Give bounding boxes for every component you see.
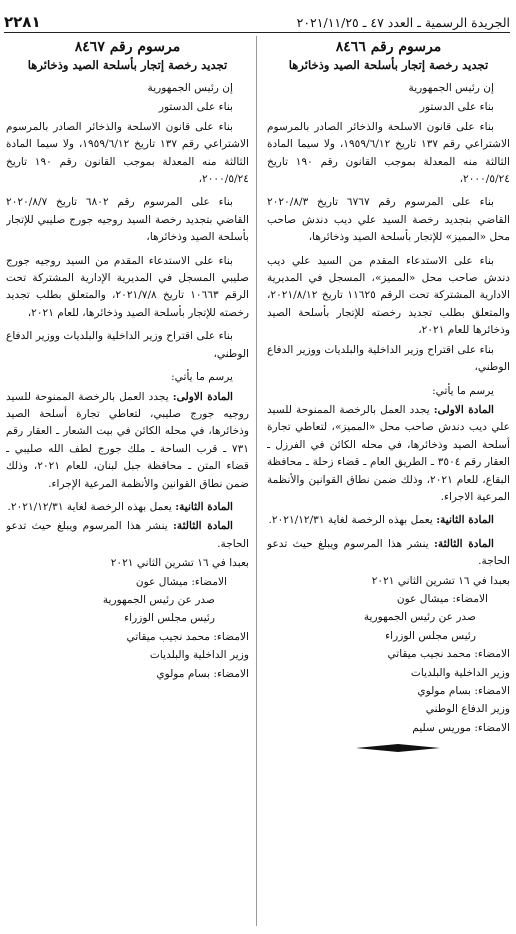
- article-label: المادة الاولى:: [172, 390, 233, 403]
- signature-president: الامضاء: ميشال عون: [135, 575, 227, 588]
- preamble-constitution: بناء على الدستور: [158, 101, 233, 114]
- preamble-request: بناء على الاستدعاء المقدم من السيد روجيه جورج صليبي المسجل في المديرية الإدارية المشتركة تحت الرقم ١٠٦٦٣ تاريخ ٢٠٢١/٧/٨، والمتعلق بطلب تجديد رخصته للإتجار بأسلحة الصيد وذخائرها، للعام ٢٠٢١،: [6, 254, 249, 319]
- signature-date: بعبدا في ١٦ تشرين الثاني ٢٠٢١: [371, 574, 510, 587]
- preamble-president: إن رئيس الجمهورية: [408, 82, 494, 94]
- article-label: المادة الثالثة:: [434, 537, 494, 550]
- decree-8467: [6, 38, 249, 928]
- article-text: يجدد العمل بالرخصة الممنوحة للسيد روجيه جورج صليبي، لتعاطي تجارة أسلحة الصيد وذخائرها، في محله الكائن في بيت الشعار ـ العقار رقم ٧٣١ ـ قرب الساحة ـ ملك جورج لطف الله صليبي ـ قضاء المتن ـ محافظة جبل لبنان، للعام ٢٠٢١، وذلك ضمن نطاق القوانين والأنظمة المرعية الإجراء.: [6, 390, 249, 490]
- signature-pm: الامضاء: محمد نجيب ميقاتي: [126, 630, 249, 643]
- article-3: [267, 536, 510, 571]
- running-title: الجريدة الرسمية ـ العدد ٤٧ ـ ٢٠٢١/١١/٢٥: [296, 15, 510, 30]
- preamble-proposal: بناء على اقتراح وزير الداخلية والبلديات ووزير الدفاع الوطني،: [6, 330, 249, 360]
- decrees-line: يرسم ما يأتي:: [432, 384, 494, 397]
- article-label: المادة الثالثة:: [173, 520, 233, 533]
- article-label: المادة الاولى:: [433, 403, 494, 416]
- page-number: ٢٢٨١: [4, 13, 41, 31]
- decree-subtitle: تجديد رخصة إتجار بأسلحة الصيد وذخائرها: [27, 58, 228, 72]
- article-1: [267, 402, 510, 506]
- preamble-constitution: بناء على الدستور: [419, 101, 494, 114]
- preamble-prior-decree: بناء على المرسوم رقم ٦٨٠٢ تاريخ ٢٠٢٠/٨/٧ القاضي بتجديد رخصة السيد روجيه جورج صليبي للإتجار بأسلحة الصيد وذخائرها،: [6, 196, 249, 244]
- interior-title: وزير الداخلية والبلديات: [410, 666, 510, 679]
- article-3: [6, 518, 249, 553]
- signature-interior: الامضاء: بسام مولوي: [156, 667, 249, 680]
- issued-by: صدر عن رئيس الجمهورية: [102, 593, 215, 606]
- signature-interior: الامضاء: بسام مولوي: [417, 685, 510, 697]
- end-mark: [267, 743, 510, 753]
- article-label: المادة الثانية:: [436, 514, 494, 527]
- interior-title: وزير الداخلية والبلديات: [149, 649, 249, 662]
- issued-by: صدر عن رئيس الجمهورية: [363, 611, 476, 624]
- decree-title: مرسوم رقم ٨٤٦٦: [335, 39, 442, 55]
- page-header: [4, 8, 510, 33]
- signature-president: الامضاء: ميشال عون: [396, 592, 488, 605]
- preamble-law: بناء على قانون الاسلحة والذخائر الصادر بالمرسوم الاشتراعي رقم ١٣٧ تاريخ ١٩٥٩/٦/١٢، ولا سيما المادة الثالثة منه المعدلة بموجب القانون رقم ١٩٠ تاريخ ٢٠٠٠/٥/٢٤،: [6, 120, 249, 186]
- signature-date: بعبدا في ١٦ تشرين الثاني ٢٠٢١: [110, 557, 249, 570]
- pm-title: رئيس مجلس الوزراء: [385, 629, 476, 642]
- decree-title: مرسوم رقم ٨٤٦٧: [74, 39, 181, 55]
- preamble-request: بناء على الاستدعاء المقدم من السيد علي ديب دندش صاحب محل «المميز»، المسجل في المديرية الادارية المشتركة تحت الرقم ١١٦٢٥ تاريخ ٢٠٢١/٨/١٢، والمتعلق بطلب تجديد رخصته للإتجار بأسلحة الصيد وذخائرها للعام ٢٠٢١،: [267, 254, 510, 337]
- article-text: ينشر هذا المرسوم ويبلغ حيث تدعو الحاجة.: [267, 537, 510, 568]
- preamble-proposal: بناء على اقتراح وزير الداخلية والبلديات ووزير الدفاع الوطني،: [267, 343, 510, 374]
- pm-title: رئيس مجلس الوزراء: [124, 612, 215, 625]
- article-1: [6, 389, 249, 493]
- preamble-prior-decree: بناء على المرسوم رقم ٦٧٦٧ تاريخ ٢٠٢٠/٨/٣ القاضي بتجديد رخصة السيد علي ديب دندش صاحب محل «المميز» للإتجار بأسلحة الصيد وذخائرها،: [267, 196, 510, 244]
- decree-8466: [267, 38, 510, 928]
- decree-subtitle: تجديد رخصة إتجار بأسلحة الصيد وذخائرها: [288, 58, 489, 72]
- article-2: [6, 499, 249, 516]
- preamble-law: بناء على قانون الاسلحة والذخائر الصادر بالمرسوم الاشتراعي رقم ١٣٧ تاريخ ١٩٥٩/٦/١٢، ولا سيما المادة الثالثة منه المعدلة بموجب القانون رقم ١٩٠ تاريخ ٢٠٠٠/٥/٢٤،: [267, 120, 510, 186]
- article-text: يعمل بهذه الرخصة لغاية ٢٠٢١/١٢/٣١.: [7, 500, 172, 513]
- article-2: [267, 512, 510, 529]
- article-text: يعمل بهذه الرخصة لغاية ٢٠٢١/١٢/٣١.: [268, 514, 433, 527]
- decrees-line: يرسم ما يأتي:: [171, 371, 233, 384]
- signature-defense: الامضاء: موريس سليم: [412, 721, 510, 734]
- article-text: يجدد العمل بالرخصة الممنوحة للسيد علي ديب دندش صاحب محل «المميز»، لتعاطي تجارة أسلحة الصيد وذخائرها، في محله الكائن في الفرزل ـ العقار رقم ٣٥٠٤ ـ الطريق العام ـ قضاء زحلة ـ محافظة البقاع، للعام ٢٠٢١، وذلك ضمن نطاق القوانين والأنظمة المرعية الاجراء.: [267, 403, 510, 503]
- column-divider: [256, 36, 257, 926]
- article-label: المادة الثانية:: [175, 500, 233, 513]
- article-text: ينشر هذا المرسوم ويبلغ حيث تدعو الحاجة.: [6, 520, 249, 550]
- signature-pm: الامضاء: محمد نجيب ميقاتي: [387, 648, 510, 661]
- defense-title: وزير الدفاع الوطني: [425, 703, 510, 716]
- preamble-president: إن رئيس الجمهورية: [147, 82, 233, 94]
- end-mark-icon: [356, 743, 440, 753]
